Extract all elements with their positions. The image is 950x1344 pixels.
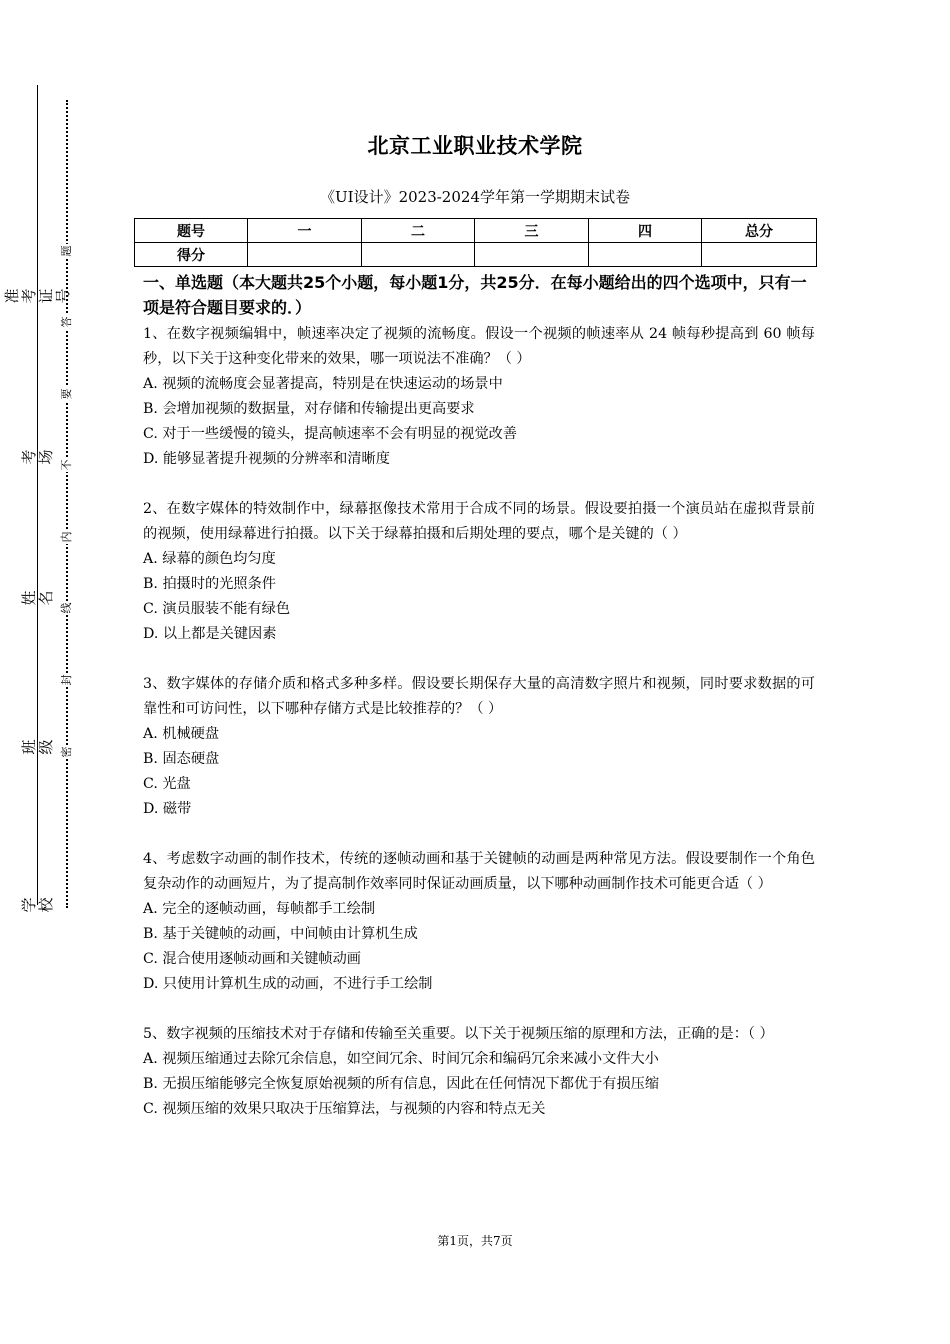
option-a: A. 视频的流畅度会显著提高，特别是在快速运动的场景中	[143, 376, 503, 392]
seal-char: 答	[60, 316, 73, 328]
score-header-cell: 四	[589, 219, 702, 243]
exam-content	[143, 270, 815, 1147]
option-a: A. 完全的逐帧动画，每帧都手工绘制	[143, 901, 376, 917]
label-exam-room: 考场	[20, 449, 55, 465]
question-5	[143, 1022, 815, 1122]
score-blank-cell[interactable]	[475, 243, 589, 267]
score-header-cell: 总分	[702, 219, 817, 243]
question-stem: 5、数字视频的压缩技术对于存储和传输至关重要。以下关于视频压缩的原理和方法，正确的是：（ ）	[143, 1026, 774, 1042]
label-name: 姓名	[20, 590, 55, 606]
option-a: A. 视频压缩通过去除冗余信息，如空间冗余、时间冗余和编码冗余来减小文件大小	[143, 1051, 659, 1067]
score-table-score-row	[135, 243, 817, 267]
score-table	[134, 218, 817, 267]
option-c: C. 混合使用逐帧动画和关键帧动画	[143, 951, 361, 967]
score-blank-cell[interactable]	[589, 243, 702, 267]
option-c: C. 光盘	[143, 776, 191, 792]
score-table-header-row	[135, 219, 817, 243]
score-header-cell: 一	[248, 219, 362, 243]
question-1	[143, 322, 815, 472]
score-header-cell: 题号	[135, 219, 248, 243]
score-blank-cell[interactable]	[248, 243, 362, 267]
question-stem: 1、在数字视频编辑中，帧速率决定了视频的流畅度。假设一个视频的帧速率从 24 帧每秒提高到 60 帧每秒，以下关于这种变化带来的效果，哪一项说法不准确？（ ）	[143, 326, 815, 367]
score-row-label: 得分	[135, 243, 248, 267]
question-2	[143, 497, 815, 647]
question-stem: 2、在数字媒体的特效制作中，绿幕抠像技术常用于合成不同的场景。假设要拍摄一个演员站在虚拟背景前的视频，使用绿幕进行拍摄。以下关于绿幕拍摄和后期处理的要点，哪个是关键的（ ）	[143, 501, 815, 542]
question-4	[143, 847, 815, 997]
seal-char: 题	[60, 245, 73, 257]
score-blank-cell[interactable]	[702, 243, 817, 267]
school-name: 北京工业职业技术学院	[367, 134, 583, 158]
seal-char: 密	[60, 746, 73, 758]
label-class: 班级	[20, 739, 55, 755]
label-school: 学校	[20, 897, 55, 913]
question-stem: 3、数字媒体的存储介质和格式多种多样。假设要长期保存大量的高清数字照片和视频，同时要求数据的可靠性和可访问性，以下哪种存储方式是比较推荐的？（ ）	[143, 676, 815, 717]
option-b: B. 基于关键帧的动画，中间帧由计算机生成	[143, 926, 418, 942]
question-stem: 4、考虑数字动画的制作技术，传统的逐帧动画和基于关键帧的动画是两种常见方法。假设要制作一个角色复杂动作的动画短片，为了提高制作效率同时保证动画质量，以下哪种动画制作技术可能更合适（ ）	[143, 851, 815, 892]
binding-solid-line	[37, 85, 38, 905]
score-blank-cell[interactable]	[362, 243, 475, 267]
option-c: C. 视频压缩的效果只取决于压缩算法，与视频的内容和特点无关	[143, 1101, 546, 1117]
score-header-cell: 二	[362, 219, 475, 243]
option-c: C. 演员服装不能有绿色	[143, 601, 291, 617]
option-b: B. 拍摄时的光照条件	[143, 576, 276, 592]
option-b: B. 固态硬盘	[143, 751, 220, 767]
binding-dotted-line	[66, 100, 68, 908]
label-exam-number: 准考证号	[3, 288, 72, 304]
option-d: D. 以上都是关键因素	[143, 626, 277, 642]
option-d: D. 磁带	[143, 801, 192, 817]
section-title: 一、单选题（本大题共25个小题，每小题1分，共25分．在每小题给出的四个选项中，只有一项是符合题目要求的．）	[143, 273, 807, 317]
option-b: B. 会增加视频的数据量，对存储和传输提出更高要求	[143, 401, 475, 417]
seal-char: 线	[60, 602, 73, 614]
option-d: D. 只使用计算机生成的动画，不进行手工绘制	[143, 976, 433, 992]
score-header-cell: 三	[475, 219, 589, 243]
seal-char: 封	[60, 674, 73, 686]
option-d: D. 能够显著提升视频的分辨率和清晰度	[143, 451, 390, 467]
option-c: C. 对于一些缓慢的镜头，提高帧速率不会有明显的视觉改善	[143, 426, 518, 442]
seal-char: 不	[60, 459, 73, 471]
exam-subtitle: 《UI设计》2023-2024学年第一学期期末试卷	[320, 188, 630, 206]
seal-char: 内	[60, 531, 73, 543]
option-b: B. 无损压缩能够完全恢复原始视频的所有信息，因此在任何情况下都优于有损压缩	[143, 1076, 660, 1092]
option-a: A. 绿幕的颜色均匀度	[143, 551, 276, 567]
option-a: A. 机械硬盘	[143, 726, 220, 742]
page-footer: 第1页，共7页	[437, 1234, 513, 1248]
question-3	[143, 672, 815, 822]
seal-char: 要	[60, 388, 73, 400]
